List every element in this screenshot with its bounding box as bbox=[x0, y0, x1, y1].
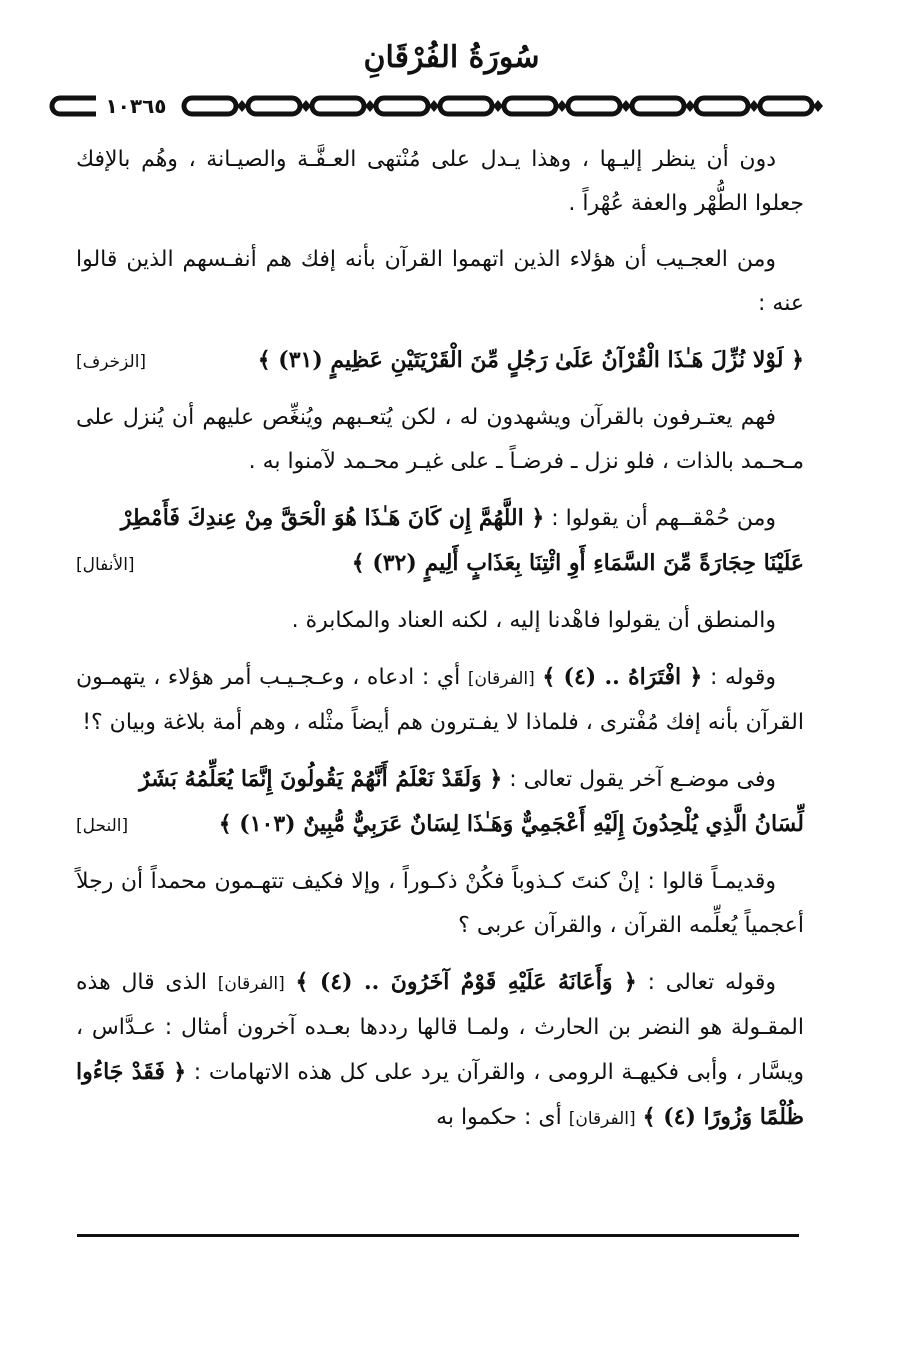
paragraph-text: وفى موضـع آخر يقول تعالى : bbox=[509, 767, 776, 792]
paragraph-6 bbox=[76, 655, 804, 745]
verse-text: ﴿ فَقَدْ جَاءُوا ظُلْمًا وَزُورًا (٤) ﴾ bbox=[76, 1059, 804, 1130]
paragraph-1: دون أن ينظر إليـها ، وهذا يـدل على مُنْتهى العـفَّـة والصيـانة ، وهُم بالإفك جعلوا الطُّهْر والعفة عُهْراً . bbox=[76, 147, 804, 216]
paragraph-text: وقوله تعالى : bbox=[647, 970, 777, 995]
surah-reference: [الفرقان] bbox=[568, 1109, 636, 1129]
paragraph-text: الذى قال هذه المقـولة هو النضر بن الحارث ، ولمـا قالها رددها بعـده آخرون أمثال : عـدَّاس ، ويسَّار ، وأبى فكيهـة الرومى ، والقرآن يرد على كل هذه الاتهامات : bbox=[76, 970, 805, 1085]
surah-reference: [النحل] bbox=[76, 816, 129, 836]
surah-reference: [الزخرف] bbox=[76, 352, 147, 372]
paragraph-5: والمنطق أن يقولوا فاهْدنا إليه ، لكنه العناد والمكابرة . bbox=[291, 608, 776, 633]
paragraph-3: فهم يعتـرفون بالقرآن ويشهدون له ، لكن يُتعـبهم ويُنغِّص عليهم أن يُنزل على مـحـمد بالذات ، فلو نزل ـ فرضـاً ـ على غيـر محـمد لآمنوا به . bbox=[76, 405, 804, 474]
verse-text: ﴿ افْتَرَاهُ .. (٤) ﴾ bbox=[542, 664, 703, 690]
surah-title: سُورَةُ الفُرْقَانِ bbox=[363, 40, 540, 75]
surah-reference: [الفرقان] bbox=[217, 974, 285, 994]
paragraph-2: ومن العجـيب أن هؤلاء الذين اتهموا القرآن بأنه إفك هم أنفـسهم الذين قالوا عنه : bbox=[76, 247, 804, 316]
paragraph-text: أى : حكموا به bbox=[436, 1105, 562, 1130]
surah-reference: [الفرقان] bbox=[467, 669, 535, 689]
paragraph-7 bbox=[76, 757, 804, 802]
paragraph-text: وقوله : bbox=[709, 665, 776, 690]
paragraph-9 bbox=[76, 960, 804, 1141]
verse-continuation bbox=[76, 541, 804, 587]
footer-divider bbox=[77, 1234, 799, 1237]
paragraph-text: ومن حُمْقــهم أن يقولوا : bbox=[551, 506, 776, 531]
verse-text: لِّسَانُ الَّذِي يُلْحِدُونَ إِلَيْهِ أَعْجَمِيٌّ وَهَـٰذَا لِسَانٌ عَرَبِيٌّ مُّبِينٌ (١٠٣) ﴾ bbox=[218, 811, 804, 837]
page-number: ١٠٣٦٥ bbox=[96, 90, 176, 122]
paragraph-4 bbox=[76, 496, 804, 541]
verse-text: ﴿ لَوْلا نُزِّلَ هَـٰذَا الْقُرْآنُ عَلَىٰ رَجُلٍ مِّنَ الْقَرْيَتَيْنِ عَظِيمٍ (٣١) ﴾ bbox=[257, 347, 804, 373]
verse-text: ﴿ وَأَعَانَهُ عَلَيْهِ قَوْمٌ آخَرُونَ .. (٤) ﴾ bbox=[295, 969, 637, 995]
verse-text: ﴿ وَلَقَدْ نَعْلَمُ أَنَّهُمْ يَقُولُونَ إِنَّمَا يُعَلِّمُهُ بَشَرٌ bbox=[139, 766, 503, 792]
verse-text: ﴿ اللَّهُمَّ إِن كَانَ هَـٰذَا هُوَ الْحَقَّ مِنْ عِندِكَ فَأَمْطِرْ bbox=[120, 505, 545, 531]
surah-reference: [الأنفال] bbox=[76, 555, 135, 575]
verse-continuation bbox=[76, 802, 804, 848]
paragraph-8: وقديمـاً قالوا : إنْ كنتَ كـذوباً فكُنْ ذكـوراً ، وإلا فكيف تتهـمون محمداً أن رجلاً أعجمياً يُعلِّمه القرآن ، والقرآن عربى ؟ bbox=[76, 869, 804, 938]
verse-text: عَلَيْنَا حِجَارَةً مِّنَ السَّمَاءِ أَوِ ائْتِنَا بِعَذَابٍ أَلِيمٍ (٣٢) ﴾ bbox=[351, 550, 804, 576]
paragraph-text: أي : ادعاه ، وعـجـيـب أمر هؤلاء ، يتهمـون القرآن بأنه إفك مُفْترى ، فلماذا لا يفـترون هم أيضاً مثْله ، وهم أمة بلاغة وبيان ؟! bbox=[76, 665, 804, 735]
page-body bbox=[76, 138, 804, 1153]
verse-quote-1 bbox=[76, 338, 804, 384]
